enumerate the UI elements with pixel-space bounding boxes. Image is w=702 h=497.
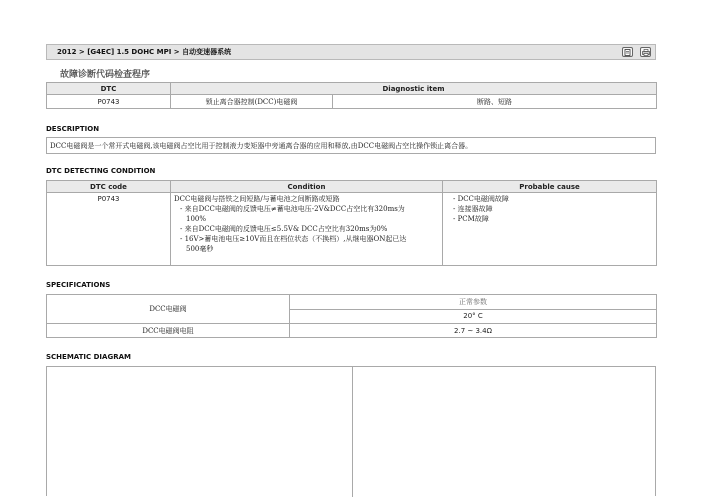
- condition-line: DCC电磁阀与搭铁之间短路/与蓄电池之间断路或短路: [174, 195, 340, 203]
- condition-line: 500毫秒: [186, 245, 214, 253]
- cause-item: - PCM故障: [453, 215, 489, 223]
- spec-item-label: DCC电磁阀: [47, 295, 290, 324]
- cause-item: - 连接器故障: [453, 205, 493, 213]
- fault-type-cell: 断路、短路: [333, 95, 657, 109]
- dtc-code-header: DTC code: [47, 181, 171, 193]
- schematic-divider: [352, 367, 353, 497]
- condition-line: - 来自DCC电磁阀的反馈电压≠蓄电池电压-2V&DCC占空比有320ms为: [180, 205, 405, 213]
- dtc-header: DTC: [47, 83, 171, 95]
- description-text: DCC电磁阀是一个常开式电磁阀,该电磁阀占空比用于控制液力变矩器中旁通离合器的应用和释放,由DCC电磁阀占空比操作锁止离合器。: [46, 137, 656, 154]
- detecting-code-cell: P0743: [47, 193, 171, 266]
- specifications-table: [46, 294, 657, 338]
- memo-icon: [624, 49, 631, 56]
- schematic-diagram-area: [46, 366, 656, 496]
- condition-header: Condition: [171, 181, 443, 193]
- memo-button[interactable]: [622, 47, 633, 57]
- schematic-title: SCHEMATIC DIAGRAM: [46, 353, 131, 361]
- condition-line: - 16V>蓄电池电压≥10V而且在档位状态（不换档）,从继电器ON起已达: [180, 235, 407, 243]
- specifications-title: SPECIFICATIONS: [46, 281, 111, 289]
- page-title: 故障诊断代码检查程序: [60, 70, 151, 80]
- cause-item: - DCC电磁阀故障: [453, 195, 509, 203]
- description-title: DESCRIPTION: [46, 125, 100, 133]
- diagnostic-item-cell: 锁止离合器控制(DCC)电磁阀: [171, 95, 333, 109]
- diagnostic-item-header: Diagnostic item: [171, 83, 657, 95]
- breadcrumb: 2012 > [G4EC] 1.5 DOHC MPI > 自动变速器系统: [57, 48, 232, 56]
- breadcrumb-bar: [46, 44, 656, 60]
- condition-line: - 来自DCC电磁阀的反馈电压≤5.5V& DCC占空比有320ms为0%: [180, 225, 388, 233]
- probable-cause-header: Probable cause: [443, 181, 657, 193]
- detecting-condition-table: [46, 180, 657, 266]
- condition-line: 100%: [186, 215, 207, 223]
- condition-cell: [171, 193, 443, 266]
- normal-parameter-header: 正常参数: [290, 295, 657, 310]
- probable-cause-cell: [443, 193, 657, 266]
- resistance-value: 2.7 ~ 3.4Ω: [290, 324, 657, 338]
- dtc-table: [46, 82, 657, 109]
- detecting-condition-title: DTC DETECTING CONDITION: [46, 167, 156, 175]
- printer-icon: [642, 49, 650, 56]
- print-button[interactable]: [640, 47, 651, 57]
- dtc-code-cell: P0743: [47, 95, 171, 109]
- resistance-label: DCC电磁阀电阻: [47, 324, 290, 338]
- temperature-cell: 20° C: [290, 309, 657, 324]
